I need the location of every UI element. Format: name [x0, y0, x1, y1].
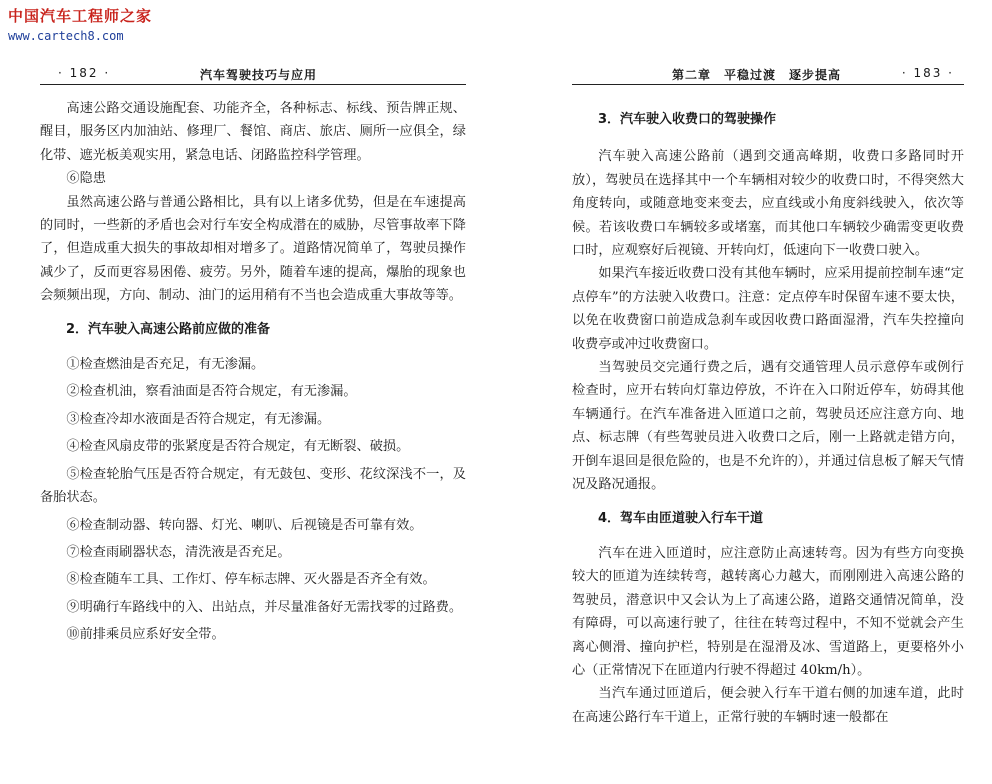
checklist-item: ⑨明确行车路线中的入、出站点，并尽量准备好无需找零的过路费。 — [66, 599, 463, 615]
checklist-item: ⑦检查雨刷器状态，清洗液是否充足。 — [66, 544, 291, 560]
left-running-head — [40, 62, 466, 85]
right-paragraph-1: 汽车驶入高速公路前（遇到交通高峰期，收费口多路同时开放），驾驶员在选择其中一个车辆相对较少的收费口时，不得突然大角度转向，或随意地变来变去，应直线或小角度斜线驶入，依次等候。若该收费口车辆较多或堵塞，而其他口车辆较少确需变更收费口时，应观察好后视镜、开转向灯，低速向下一收费口驶入。 — [572, 149, 964, 259]
checklist-item: ⑤检查轮胎气压是否符合规定，有无鼓包、变形、花纹深浅不一，及备胎状态。 — [40, 466, 466, 506]
watermark-url: www.cartech8.com — [8, 29, 124, 43]
checklist-item: ⑥检查制动器、转向器、灯光、喇叭、后视镜是否可靠有效。 — [66, 517, 423, 533]
right-paragraph-3: 当驾驶员交完通行费之后，遇有交通管理人员示意停车或例行检查时，应开右转向灯靠边停放，不许在入口附近停车，妨碍其他车辆通行。在汽车准备进入匝道口之前，驾驶员还应注意方向、地点、标志牌（有些驾驶员进入收费口之后，刚一上路就走错方向，开倒车退回是很危险的，也是不允许的），并通过信息板了解天气情况及路况通报。 — [572, 360, 964, 493]
left-page — [40, 0, 466, 784]
watermark-title: 中国汽车工程师之家 — [8, 7, 153, 25]
left-paragraph-1: 高速公路交通设施配套、功能齐全，各种标志、标线、预告牌正规、醒目，服务区内加油站、修理厂、餐馆、商店、旅店、厕所一应俱全，绿化带、遮光板美观实用，紧急电话、闭路监控科学管理。 — [40, 101, 466, 163]
checklist-item: ⑩前排乘员应系好安全带。 — [66, 627, 225, 643]
section-2-heading: 2．汽车驶入高速公路前应做的准备 — [66, 321, 271, 337]
right-running-title: 第二章 平稳过渡 逐步提高 — [672, 68, 842, 82]
right-page-number: · 183 · — [901, 66, 954, 80]
right-paragraph-2: 如果汽车接近收费口没有其他车辆时，应采用提前控制车速“定点停车”的方法驶入收费口。注意：定点停车时保留车速不要太快，以免在收费窗口前造成急刹车或因收费口路面湿滑，汽车失控撞向收费亭或冲过收费窗口。 — [572, 266, 964, 352]
checklist-item: ⑧检查随车工具、工作灯、停车标志牌、灭火器是否齐全有效。 — [66, 572, 436, 588]
checklist-item: ③检查冷却水液面是否符合规定，有无渗漏。 — [66, 411, 331, 427]
checklist-item: ②检查机油，察看油面是否符合规定，有无渗漏。 — [66, 384, 357, 400]
right-paragraph-5: 当汽车通过匝道后，便会驶入行车干道右侧的加速车道，此时在高速公路行车干道上，正常行驶的车辆时速一般都在 — [572, 686, 964, 725]
left-body — [40, 97, 466, 651]
checklist-item: ④检查风扇皮带的张紧度是否符合规定，有无断裂、破损。 — [66, 439, 410, 455]
section-3-heading: 3．汽车驶入收费口的驾驶操作 — [598, 112, 777, 127]
checklist-item: ①检查燃油是否充足，有无渗漏。 — [66, 357, 265, 373]
left-page-number: · 182 · — [58, 66, 111, 80]
section-4-heading: 4．驾车由匝道驶入行车干道 — [598, 510, 764, 526]
right-page — [572, 0, 964, 784]
left-paragraph-2: 虽然高速公路与普通公路相比，具有以上诸多优势，但是在车速提高的同时，一些新的矛盾也会对行车安全构成潜在的威胁，尽管事故率下降了，但造成重大损失的事故却相对增多了。道路情况简单了，驾驶员操作减少了，反而更容易困倦、疲劳。另外，随着车速的提高，爆胎的现象也会频频出现，方向、制动、油门的运用稍有不当也会造成重大事故等等。 — [40, 194, 466, 304]
left-running-title: 汽车驾驶技巧与应用 — [200, 68, 318, 82]
left-subheading-6: ⑥隐患 — [66, 171, 106, 187]
right-paragraph-4: 汽车在进入匝道时，应注意防止高速转弯。因为有些方向变换较大的匝道为连续转弯，越转离心力越大，而刚刚进入高速公路的驾驶员，潜意识中又会认为上了高速公路，道路交通情况简单，没有障碍，可以高速行驶了，往往在转弯过程中，不知不觉就会产生离心侧滑、撞向护栏，特别是在湿滑及冰、雪道路上，更要格外小心（正常情况下在匝道内行驶不得超过 40km/h）。 — [572, 545, 964, 678]
right-body — [572, 108, 964, 729]
right-running-head — [572, 62, 964, 85]
